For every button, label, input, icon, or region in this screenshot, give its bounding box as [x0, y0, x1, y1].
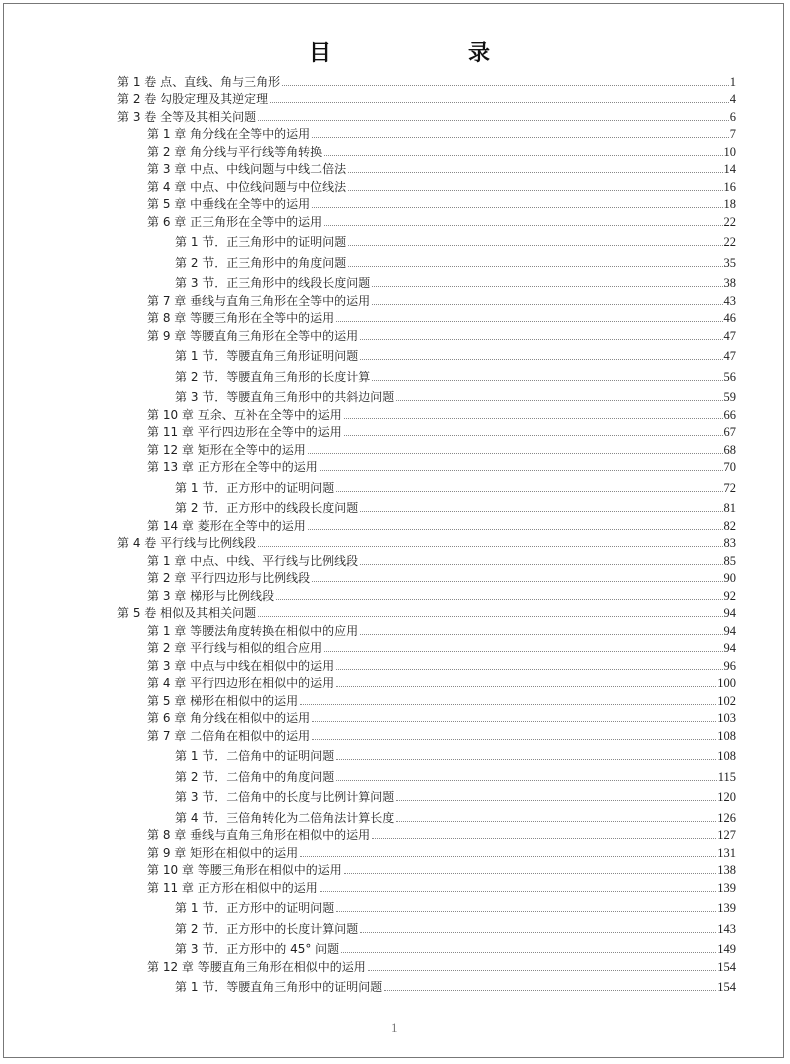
dot-leader: [258, 120, 729, 121]
toc-entry-page: 72: [723, 480, 736, 495]
dot-leader: [396, 821, 716, 822]
toc-section-entry[interactable]: [117, 895, 736, 916]
toc-entry-page: 126: [717, 810, 736, 825]
toc-entry-label: 第 3 节．正三角形中的线段长度问题: [175, 276, 371, 290]
toc-entry-page: 10: [723, 144, 736, 159]
dot-leader: [372, 838, 716, 839]
dot-leader: [336, 911, 716, 912]
dot-leader: [372, 380, 722, 381]
toc-chapter-entry[interactable]: [117, 290, 736, 308]
toc-chapter-entry[interactable]: [117, 439, 736, 457]
dot-leader: [300, 704, 716, 705]
toc-entry-page: 149: [717, 942, 736, 956]
toc-chapter-entry[interactable]: [117, 176, 736, 194]
toc-entry-label: 第 1 节．等腰直角三角形中的证明问题: [175, 980, 383, 994]
toc-entry-page: 18: [723, 197, 736, 211]
toc-entry-label: 第 8 章 垂线与直角三角形在相似中的运用: [147, 828, 371, 842]
toc-section-entry[interactable]: [117, 784, 736, 805]
toc-section-entry[interactable]: [117, 804, 736, 825]
toc-entry-label: 第 1 章 等腰法角度转换在相似中的应用: [147, 623, 359, 638]
toc-entry-label: 第 5 卷 相似及其相关问题: [117, 606, 257, 620]
dot-leader: [360, 359, 722, 360]
dot-leader: [360, 511, 722, 512]
toc-entry-label: 第 9 章 等腰直角三角形在全等中的运用: [147, 328, 359, 343]
toc-entry-page: 108: [717, 728, 736, 743]
dot-leader: [384, 990, 716, 991]
toc-entry-label: 第 10 章 互余、互补在全等中的运用: [147, 407, 342, 422]
dot-leader: [270, 102, 729, 103]
dot-leader: [341, 952, 716, 953]
toc-entry-label: 第 2 章 角分线与平行线等角转换: [147, 144, 323, 159]
toc-entry-page: 14: [723, 162, 736, 176]
dot-leader: [336, 759, 716, 760]
dot-leader: [360, 339, 722, 340]
toc-chapter-entry[interactable]: [117, 725, 736, 743]
toc-entry-page: 46: [723, 311, 736, 325]
title-char-1: 目: [309, 40, 332, 66]
toc-section-entry[interactable]: [117, 363, 736, 384]
dot-leader: [336, 686, 716, 687]
toc-entry-page: 139: [717, 901, 736, 915]
dot-leader: [324, 225, 722, 226]
toc-entry-label: 第 4 卷 平行线与比例线段: [117, 536, 257, 550]
toc-section-entry[interactable]: [117, 229, 736, 250]
toc-chapter-entry[interactable]: [117, 842, 736, 860]
toc-entry-page: 85: [723, 553, 736, 568]
toc-entry-page: 1: [729, 74, 736, 89]
dot-leader: [312, 739, 716, 740]
toc-entry-page: 83: [723, 536, 736, 550]
page-title: [0, 36, 790, 66]
toc-section-entry[interactable]: [117, 974, 736, 995]
dot-leader: [348, 266, 722, 267]
toc-chapter-entry[interactable]: [117, 211, 736, 229]
toc-chapter-entry[interactable]: [117, 325, 736, 343]
toc-entry-label: 第 10 章 等腰三角形在相似中的运用: [147, 863, 342, 877]
toc-entry-label: 第 11 章 正方形在相似中的运用: [147, 880, 318, 895]
toc-chapter-entry[interactable]: [117, 194, 736, 212]
toc-entry-label: 第 3 章 梯形与比例线段: [147, 588, 275, 603]
toc-entry-label: 第 3 章 中点、中线问题与中线二倍法: [147, 162, 347, 176]
dot-leader: [360, 932, 716, 933]
toc-entry-label: 第 1 节．正方形中的证明问题: [175, 480, 335, 495]
toc-volume-entry[interactable]: [117, 71, 736, 89]
toc-entry-label: 第 1 节．二倍角中的证明问题: [175, 749, 335, 763]
toc-chapter-entry[interactable]: [117, 673, 736, 691]
dot-leader: [344, 435, 723, 436]
toc-section-entry[interactable]: [117, 384, 736, 405]
toc-entry-page: 139: [717, 880, 736, 895]
toc-section-entry[interactable]: [117, 936, 736, 957]
dot-leader: [348, 190, 722, 191]
toc-entry-label: 第 2 章 平行线与相似的组合应用: [147, 641, 323, 655]
toc-entry-page: 4: [729, 92, 736, 106]
toc-entry-page: 131: [717, 845, 736, 860]
toc-entry-page: 92: [723, 588, 736, 603]
toc-entry-page: 47: [723, 328, 736, 343]
toc-entry-page: 120: [717, 790, 736, 804]
toc-entry-page: 67: [723, 425, 736, 439]
toc-chapter-entry[interactable]: [117, 877, 736, 895]
toc-entry-page: 56: [723, 369, 736, 384]
toc-entry-page: 100: [717, 676, 736, 690]
toc-entry-page: 22: [723, 214, 736, 229]
toc-section-entry[interactable]: [117, 915, 736, 936]
toc-chapter-entry[interactable]: [117, 550, 736, 568]
toc-chapter-entry[interactable]: [117, 956, 736, 974]
toc-entry-label: 第 6 章 角分线在相似中的运用: [147, 711, 311, 725]
toc-section-entry[interactable]: [117, 270, 736, 291]
toc-entry-page: 143: [717, 921, 736, 936]
toc-chapter-entry[interactable]: [117, 124, 736, 142]
toc-entry-label: 第 2 节．二倍角中的角度问题: [175, 769, 335, 784]
title-char-2: 录: [468, 40, 491, 66]
toc-entry-page: 90: [723, 571, 736, 585]
table-of-contents: [117, 71, 736, 994]
toc-volume-entry[interactable]: [117, 89, 736, 107]
toc-chapter-entry[interactable]: [117, 422, 736, 440]
toc-entry-label: 第 12 章 矩形在全等中的运用: [147, 442, 306, 457]
toc-entry-page: 22: [723, 235, 736, 249]
toc-entry-page: 43: [723, 293, 736, 308]
dot-leader: [324, 651, 722, 652]
toc-entry-label: 第 1 节．正方形中的证明问题: [175, 901, 335, 915]
dot-leader: [320, 470, 723, 471]
toc-entry-label: 第 6 章 正三角形在全等中的运用: [147, 214, 323, 229]
toc-entry-label: 第 3 章 中点与中线在相似中的运用: [147, 658, 335, 673]
dot-leader: [320, 891, 717, 892]
dot-leader: [308, 453, 723, 454]
toc-entry-page: 138: [717, 863, 736, 877]
toc-entry-label: 第 8 章 等腰三角形在全等中的运用: [147, 311, 335, 325]
toc-entry-label: 第 2 节．等腰直角三角形的长度计算: [175, 369, 371, 384]
toc-chapter-entry[interactable]: [117, 515, 736, 533]
dot-leader: [312, 721, 716, 722]
dot-leader: [324, 155, 722, 156]
toc-entry-page: 108: [717, 749, 736, 763]
toc-entry-page: 38: [723, 276, 736, 290]
dot-leader: [312, 207, 722, 208]
toc-entry-page: 81: [723, 501, 736, 515]
toc-entry-label: 第 7 章 二倍角在相似中的运用: [147, 728, 311, 743]
toc-chapter-entry[interactable]: [117, 655, 736, 673]
toc-entry-label: 第 1 节．等腰直角三角形证明问题: [175, 349, 359, 363]
toc-entry-page: 115: [717, 769, 736, 784]
toc-entry-page: 96: [723, 658, 736, 673]
toc-chapter-entry[interactable]: [117, 638, 736, 656]
toc-section-entry[interactable]: [117, 743, 736, 764]
toc-chapter-entry[interactable]: [117, 585, 736, 603]
dot-leader: [258, 546, 722, 547]
toc-entry-label: 第 3 节．二倍角中的长度与比例计算问题: [175, 790, 395, 804]
toc-entry-label: 第 11 章 平行四边形在全等中的运用: [147, 425, 342, 439]
toc-entry-page: 35: [723, 255, 736, 270]
dot-leader: [348, 245, 722, 246]
dot-leader: [368, 970, 717, 971]
toc-volume-entry[interactable]: [117, 603, 736, 621]
toc-entry-page: 47: [723, 349, 736, 363]
toc-entry-label: 第 3 节．正方形中的 45° 问题: [175, 942, 340, 956]
toc-entry-label: 第 2 章 平行四边形与比例线段: [147, 571, 311, 585]
toc-entry-label: 第 2 节．正三角形中的角度问题: [175, 255, 347, 270]
toc-section-entry[interactable]: [117, 343, 736, 364]
toc-entry-label: 第 4 节．三倍角转化为二倍角法计算长度: [175, 810, 395, 825]
dot-leader: [372, 286, 722, 287]
toc-entry-label: 第 1 章 中点、中线、平行线与比例线段: [147, 553, 359, 568]
dot-leader: [336, 321, 722, 322]
dot-leader: [360, 564, 722, 565]
dot-leader: [276, 599, 722, 600]
dot-leader: [348, 172, 722, 173]
toc-entry-page: 82: [723, 518, 736, 533]
toc-entry-label: 第 14 章 菱形在全等中的运用: [147, 518, 306, 533]
toc-section-entry[interactable]: [117, 495, 736, 516]
toc-entry-page: 68: [723, 442, 736, 457]
dot-leader: [344, 873, 717, 874]
toc-entry-label: 第 9 章 矩形在相似中的运用: [147, 845, 299, 860]
toc-entry-label: 第 13 章 正方形在全等中的运用: [147, 460, 318, 474]
toc-entry-label: 第 2 节．正方形中的长度计算问题: [175, 921, 359, 936]
toc-volume-entry[interactable]: [117, 106, 736, 124]
toc-entry-label: 第 2 卷 勾股定理及其逆定理: [117, 92, 269, 106]
toc-section-entry[interactable]: [117, 249, 736, 270]
toc-section-entry[interactable]: [117, 474, 736, 495]
dot-leader: [336, 669, 722, 670]
toc-entry-page: 66: [723, 407, 736, 422]
toc-entry-page: 154: [717, 959, 736, 974]
toc-chapter-entry[interactable]: [117, 825, 736, 843]
toc-entry-label: 第 3 卷 全等及其相关问题: [117, 109, 257, 124]
toc-entry-label: 第 2 节．正方形中的线段长度问题: [175, 501, 359, 515]
toc-entry-page: 7: [729, 127, 736, 141]
dot-leader: [360, 634, 722, 635]
toc-entry-page: 94: [723, 641, 736, 655]
dot-leader: [336, 491, 722, 492]
toc-entry-label: 第 5 章 梯形在相似中的运用: [147, 693, 299, 708]
toc-entry-label: 第 1 卷 点、直线、角与三角形: [117, 74, 281, 89]
dot-leader: [312, 581, 722, 582]
toc-entry-label: 第 1 章 角分线在全等中的运用: [147, 127, 311, 141]
toc-chapter-entry[interactable]: [117, 457, 736, 475]
toc-chapter-entry[interactable]: [117, 159, 736, 177]
toc-entry-page: 127: [717, 828, 736, 842]
toc-entry-page: 103: [717, 711, 736, 725]
dot-leader: [396, 800, 716, 801]
dot-leader: [258, 616, 722, 617]
toc-entry-page: 94: [723, 606, 736, 620]
toc-chapter-entry[interactable]: [117, 690, 736, 708]
toc-chapter-entry[interactable]: [117, 404, 736, 422]
toc-entry-page: 59: [723, 390, 736, 404]
page-number: 1: [391, 1020, 398, 1035]
toc-entry-label: 第 7 章 垂线与直角三角形在全等中的运用: [147, 293, 371, 308]
dot-leader: [282, 85, 729, 86]
dot-leader: [308, 529, 723, 530]
toc-entry-label: 第 3 节．等腰直角三角形中的共斜边问题: [175, 390, 395, 404]
toc-entry-label: 第 5 章 中垂线在全等中的运用: [147, 197, 311, 211]
toc-chapter-entry[interactable]: [117, 141, 736, 159]
toc-entry-label: 第 4 章 中点、中位线问题与中位线法: [147, 179, 347, 194]
toc-section-entry[interactable]: [117, 763, 736, 784]
toc-entry-page: 70: [723, 460, 736, 474]
dot-leader: [344, 418, 723, 419]
dot-leader: [336, 780, 716, 781]
toc-chapter-entry[interactable]: [117, 708, 736, 726]
toc-entry-page: 6: [729, 109, 736, 124]
toc-entry-label: 第 12 章 等腰直角三角形在相似中的运用: [147, 959, 366, 974]
toc-entry-page: 154: [717, 980, 736, 994]
dot-leader: [312, 137, 729, 138]
toc-entry-page: 94: [723, 623, 736, 638]
toc-entry-label: 第 4 章 平行四边形在相似中的运用: [147, 676, 335, 690]
toc-entry-label: 第 1 节．正三角形中的证明问题: [175, 235, 347, 249]
toc-entry-page: 102: [717, 693, 736, 708]
toc-chapter-entry[interactable]: [117, 568, 736, 586]
toc-entry-page: 16: [723, 179, 736, 194]
toc-chapter-entry[interactable]: [117, 620, 736, 638]
toc-chapter-entry[interactable]: [117, 860, 736, 878]
dot-leader: [372, 304, 722, 305]
toc-chapter-entry[interactable]: [117, 308, 736, 326]
dot-leader: [300, 856, 716, 857]
dot-leader: [396, 400, 722, 401]
toc-volume-entry[interactable]: [117, 533, 736, 551]
